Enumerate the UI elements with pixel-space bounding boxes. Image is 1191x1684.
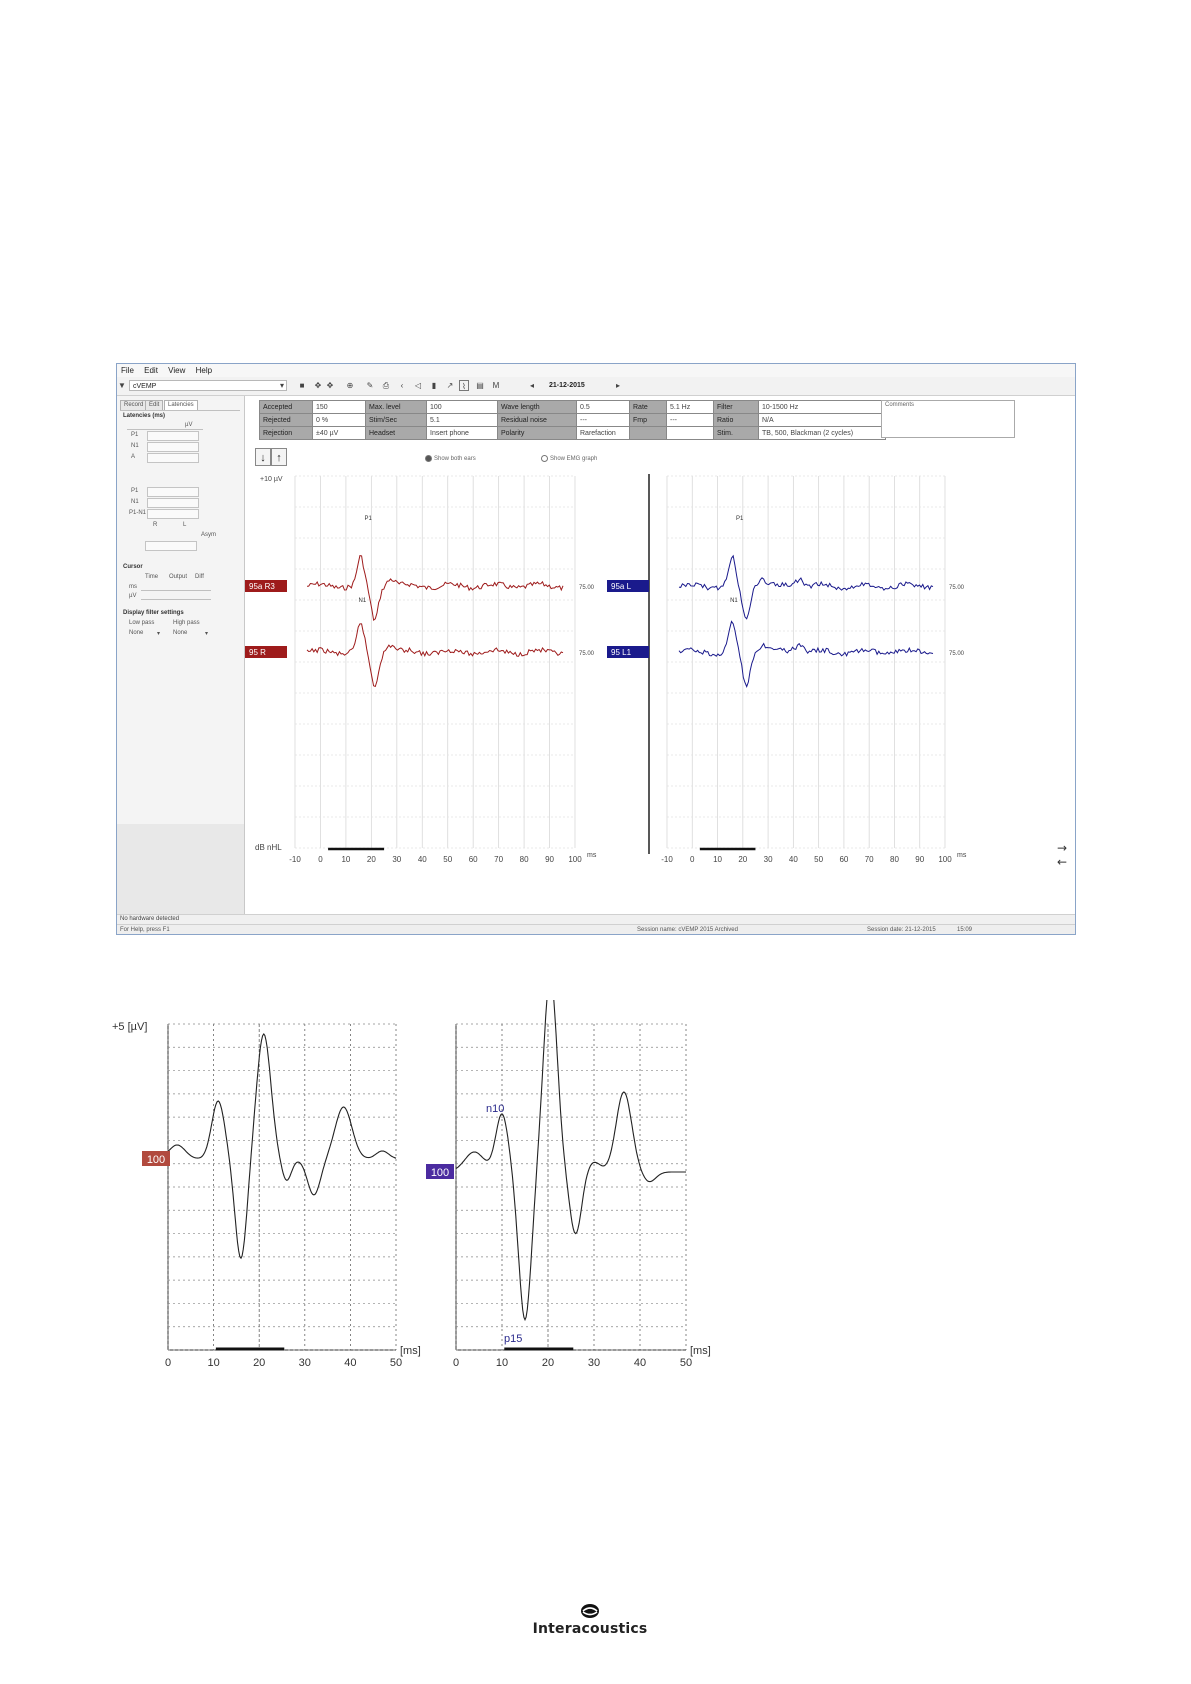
latencies-title: Latencies (ms) (123, 413, 166, 419)
waveform-plot (245, 396, 1075, 914)
info-key: Rejection (260, 427, 313, 440)
peak-n1-marker: N1 (358, 598, 367, 604)
info-value: 100 (427, 401, 498, 414)
tab-record[interactable]: Record (120, 400, 147, 410)
x-tick-label: 80 (519, 855, 529, 864)
info-key: Stim/Sec (366, 414, 427, 427)
x-tick-label: 80 (890, 855, 899, 864)
x-tick-label: 40 (417, 855, 427, 864)
p1n1-value[interactable] (147, 509, 199, 519)
x-tick-label: 90 (545, 855, 554, 864)
info-value: Rarefaction (577, 427, 630, 440)
col-uv: µV (185, 422, 193, 428)
vemp-figure (110, 1000, 730, 1420)
x-unit-label: ms (957, 852, 967, 859)
corner-label: dB nHL (255, 843, 282, 852)
level-label: 100 (146, 1154, 166, 1166)
session-time: 15:09 (957, 927, 973, 933)
previous-session-icon[interactable]: ◂ (529, 381, 534, 390)
high-pass-select[interactable]: None (173, 630, 188, 636)
trace-label: 95 L1 (611, 648, 632, 657)
level-label: 100 (430, 1167, 450, 1179)
show-emg-label: Show EMG graph (550, 456, 598, 463)
x-tick-label: 50 (679, 1357, 693, 1369)
x-tick-label: 100 (568, 855, 582, 864)
info-value: 5.1 (427, 414, 498, 427)
x-tick-label: 70 (494, 855, 504, 864)
y-scale-label: +5 [µV] (112, 1021, 148, 1033)
interacoustics-logo (510, 1603, 670, 1639)
tab-divider (120, 410, 240, 411)
speaker-icon[interactable]: ◁ (414, 381, 422, 390)
app-window (116, 363, 1076, 935)
cursor-col-time: Time (145, 574, 159, 580)
toolbar (117, 377, 1075, 396)
display-filter-title: Display filter settings (123, 610, 184, 616)
trace-end-label: 75.00 (949, 585, 965, 591)
back-icon[interactable]: ‹ (400, 381, 404, 390)
x-tick-label: 30 (392, 855, 402, 864)
info-value: 0 % (313, 414, 366, 427)
info-value: --- (577, 414, 630, 427)
x-unit-label: [ms] (690, 1345, 711, 1357)
session-name: Session name: cVEMP 2015 Archived (637, 927, 738, 933)
info-key: Headset (366, 427, 427, 440)
tab-latencies[interactable]: Latencies (164, 400, 198, 410)
x-tick-label: 10 (713, 855, 722, 864)
asym-value[interactable] (145, 541, 197, 551)
menu-view[interactable]: View (168, 366, 186, 375)
x-tick-label: 100 (938, 855, 952, 864)
n1-value[interactable] (147, 442, 199, 452)
asym-label: Asym (201, 532, 216, 538)
info-value: Insert phone (427, 427, 498, 440)
info-key: Residual noise (498, 414, 577, 427)
menu-file[interactable]: File (121, 366, 134, 375)
info-key: Filter (714, 401, 759, 414)
menu-help[interactable]: Help (195, 366, 213, 375)
help-hint: For Help, press F1 (120, 927, 170, 933)
x-tick-label: 20 (366, 855, 376, 864)
x-unit-label: [ms] (400, 1345, 421, 1357)
menu-bar (117, 364, 1075, 377)
move-marker-2-icon[interactable]: ✥ (326, 381, 334, 390)
info-key: Fmp (630, 414, 667, 427)
info-key: Stim. (714, 427, 759, 440)
print-icon[interactable]: ⎙ (382, 381, 390, 390)
logo-text: Interacoustics (532, 1621, 648, 1637)
cursor-col-diff: Diff (195, 574, 204, 580)
cursor-line-2 (141, 599, 211, 600)
x-tick-label: 30 (587, 1357, 601, 1369)
amp-label: A (131, 454, 136, 460)
scroll-right-icon[interactable]: → (1057, 841, 1068, 855)
low-pass-select[interactable]: None (129, 630, 144, 636)
sidebar-empty-panel (117, 824, 244, 914)
trace-label: 95 R (249, 648, 266, 657)
peak-p1-marker: P1 (364, 516, 372, 522)
hardware-status: No hardware detected (120, 916, 180, 922)
info-key: Max. level (366, 401, 427, 414)
info-key: Wave length (498, 401, 577, 414)
info-key: Ratio (714, 414, 759, 427)
high-pass-label: High pass (173, 620, 200, 626)
ratio-l-label: L (183, 522, 187, 528)
x-tick-label: 50 (443, 855, 453, 864)
x-tick-label: 10 (207, 1357, 220, 1369)
cursor-line-1 (141, 590, 211, 591)
x-tick-label: 40 (344, 1357, 357, 1369)
x-tick-label: 70 (864, 855, 874, 864)
graph-mode-icon[interactable]: ⌇ (459, 380, 469, 391)
edit-curve-icon[interactable]: ✎ (366, 381, 374, 390)
trace-end-label: 75.00 (579, 585, 595, 591)
high-pass-chevron-icon[interactable]: ▾ (205, 631, 209, 637)
info-key: Rate (630, 401, 667, 414)
x-tick-label: 0 (690, 855, 695, 864)
trace-label: 95a L (611, 582, 632, 591)
dropdown-chevron-icon[interactable]: ▾ (279, 381, 284, 390)
scale-up-button[interactable]: ↑ (271, 448, 287, 466)
left-waveform-0 (679, 556, 933, 619)
peak-n10-label: n10 (486, 1103, 505, 1115)
status-bar-2 (117, 924, 1075, 935)
x-tick-label: 90 (915, 855, 925, 864)
x-tick-label: 20 (541, 1357, 555, 1369)
x-tick-label: 20 (738, 855, 748, 864)
trace-end-label: 75.00 (579, 651, 595, 657)
cursor-row-ms: ms (129, 584, 137, 590)
x-tick-label: 20 (253, 1357, 266, 1369)
right-waveform-0 (307, 556, 563, 621)
peak-p1-marker: P1 (735, 516, 744, 522)
info-key: Accepted (260, 401, 313, 414)
n1-value-2[interactable] (147, 498, 199, 508)
curve-icon[interactable]: ↗ (446, 381, 454, 390)
info-value: ±40 µV (313, 427, 366, 440)
peak-n1-marker: N1 (730, 598, 738, 604)
low-pass-chevron-icon[interactable]: ▾ (157, 631, 161, 637)
info-value: 0.5 (577, 401, 630, 414)
logo-mark-icon (580, 1603, 600, 1619)
stop-icon[interactable]: ■ (299, 381, 305, 390)
protocol-select[interactable]: cVEMP (129, 380, 287, 391)
x-tick-label: 50 (814, 855, 824, 864)
comments-label: Comments (885, 402, 915, 408)
show-both-ears-label: Show both ears (434, 456, 476, 463)
x-tick-label: 60 (468, 855, 478, 864)
cursor-col-output: Output (169, 574, 188, 580)
x-tick-label: 0 (318, 855, 323, 864)
bars-icon[interactable]: ▮ (431, 381, 437, 390)
x-tick-label: 60 (839, 855, 849, 864)
ml-icon[interactable]: M (492, 381, 500, 390)
p1-value-2[interactable] (147, 487, 199, 497)
info-value: 5.1 Hz (667, 401, 714, 414)
x-tick-label: -10 (289, 855, 301, 864)
next-session-icon[interactable]: ▸ (615, 381, 620, 390)
info-value: --- (667, 414, 714, 427)
info-value: N/A (759, 414, 886, 427)
latency-line-1 (127, 429, 203, 430)
p1n1-label: P1-N1 (129, 510, 147, 516)
trace-label: 95a R3 (249, 582, 275, 591)
x-tick-label: 40 (633, 1357, 647, 1369)
tab-edit[interactable]: Edit (145, 400, 163, 410)
x-tick-label: 0 (164, 1357, 172, 1369)
info-value: 150 (313, 401, 366, 414)
cursor-title: Cursor (123, 564, 143, 570)
x-tick-label: 40 (788, 855, 798, 864)
x-tick-label: 30 (763, 855, 773, 864)
info-value: 10-1500 Hz (759, 401, 886, 414)
right-waveform-1 (307, 624, 563, 687)
x-tick-label: 50 (389, 1357, 403, 1369)
left-waveform (168, 1034, 396, 1258)
merge-icon[interactable]: ⊕ (346, 381, 354, 390)
amp-value[interactable] (147, 453, 199, 463)
p1-label-2: P1 (131, 488, 139, 494)
info-key: Rejected (260, 414, 313, 427)
x-unit-label: ms (587, 852, 597, 859)
main-area (245, 396, 1075, 914)
protocol-icon: ▼ (118, 381, 126, 390)
ratio-r-label: R (153, 522, 158, 528)
x-tick-label: 10 (341, 855, 351, 864)
n1-label: N1 (131, 443, 139, 449)
menu-edit[interactable]: Edit (144, 366, 158, 375)
report-icon[interactable]: ▤ (476, 381, 484, 390)
left-waveform-1 (679, 621, 933, 686)
trace-end-label: 75.00 (949, 651, 965, 657)
info-value: TB, 500, Blackman (2 cycles) (759, 427, 886, 440)
x-tick-label: 10 (495, 1357, 509, 1369)
scroll-left-icon[interactable]: ← (1057, 855, 1068, 869)
cursor-row-uv: µV (129, 593, 137, 599)
right-waveform (456, 1000, 686, 1320)
x-tick-label: 0 (452, 1357, 460, 1369)
sidebar (117, 396, 245, 914)
info-key: Polarity (498, 427, 577, 440)
low-pass-label: Low pass (129, 620, 155, 626)
session-date-status: Session date: 21-12-2015 (867, 927, 936, 933)
scale-down-button[interactable]: ↓ (255, 448, 271, 466)
x-tick-label: 30 (298, 1357, 311, 1369)
x-tick-label: -10 (661, 855, 673, 864)
scale-label: +10 µV (260, 476, 283, 483)
move-marker-icon[interactable]: ✥ (314, 381, 322, 390)
peak-p15-label: p15 (504, 1333, 523, 1345)
p1-value[interactable] (147, 431, 199, 441)
p1-label: P1 (131, 432, 139, 438)
status-bar (117, 914, 1075, 924)
n1-label-2: N1 (131, 499, 139, 505)
session-date: 21-12-2015 (549, 382, 585, 389)
